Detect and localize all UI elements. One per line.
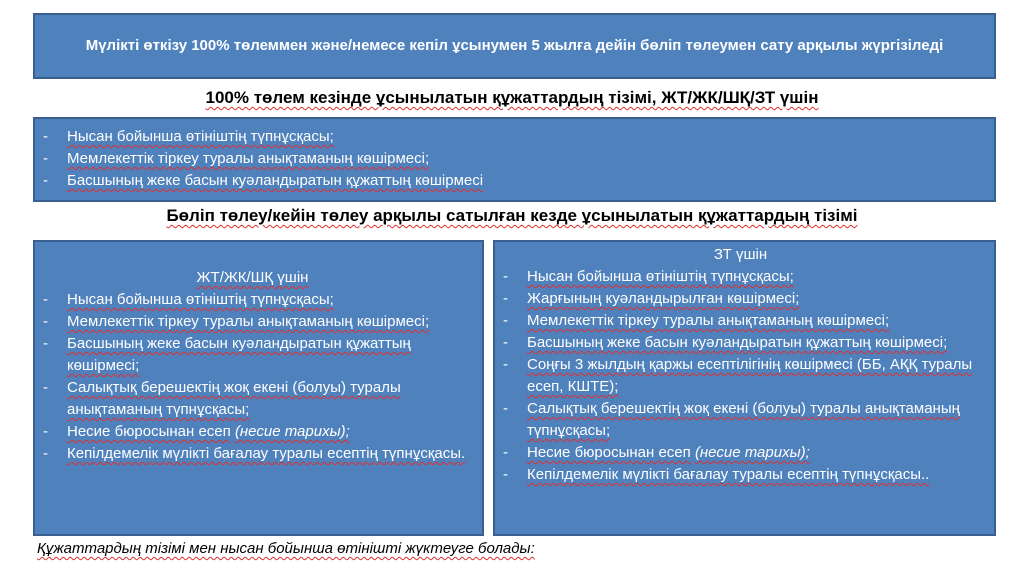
individual-documents-list xyxy=(35,289,470,465)
full-payment-documents-list xyxy=(35,126,994,192)
full-payment-documents-box xyxy=(33,117,996,202)
credit-history-note: (несие тарихы); xyxy=(694,444,810,461)
list-item: - Соңғы 3 жылдың қаржы есептілігінің көшірмесі (ББ, АҚҚ туралы есеп, КШТЕ); xyxy=(495,354,986,398)
list-item: - Несие бюросынан есеп (несие тарихы); xyxy=(495,442,986,464)
list-item: - Нысан бойынша өтініштің түпнұсқасы; xyxy=(495,266,986,288)
list-item: - Нысан бойынша өтініштің түпнұсқасы; xyxy=(35,289,470,311)
list-item: - Салықтық берешектің жоқ екені (болуы) туралы анықтаманың түпнұсқасы; xyxy=(35,377,470,421)
list-item: - Мемлекеттік тіркеу туралы анықтаманың көшірмесі; xyxy=(495,310,986,332)
full-payment-heading: 100% төлем кезінде ұсынылатын құжаттардың тізімі, ЖТ/ЖК/ШҚ/ЗТ үшін xyxy=(205,88,819,107)
list-item: - Мемлекеттік тіркеу туралы анықтаманың көшірмесі; xyxy=(35,148,994,170)
list-item: - Нысан бойынша өтініштің түпнұсқасы; xyxy=(35,126,994,148)
credit-history-note: (несие тарихы); xyxy=(234,423,350,440)
list-item: - Кепілдемелік мүлікті бағалау туралы есептің түпнұсқасы. xyxy=(35,443,470,465)
individual-documents-box xyxy=(33,240,484,536)
list-item: - Басшының жеке басын куәландыратын құжаттың көшірмесі; xyxy=(495,332,986,354)
list-item: - Несие бюросынан есеп (несие тарихы); xyxy=(35,421,470,443)
legal-box-title: ЗТ үшін xyxy=(713,246,768,263)
list-item: - Кепілдемелік мүлікті бағалау туралы есептің түпнұсқасы.. xyxy=(495,464,986,486)
footer-note: Құжаттардың тізімі мен нысан бойынша өтінішті жүктеуге болады: xyxy=(37,540,535,557)
legal-entity-documents-list xyxy=(495,266,986,486)
list-item: - Мемлекеттік тіркеу туралы анықтаманың көшірмесі; xyxy=(35,311,470,333)
banner-text: Мүлікті өткізу 100% төлеммен және/немесе кепіл ұсынумен 5 жылға дейін бөліп төлеумен сату арқылы жүргізіледі xyxy=(85,37,944,54)
list-item: - Салықтық берешектің жоқ екені (болуы) туралы анықтаманың түпнұсқасы; xyxy=(495,398,986,442)
list-item: - Басшының жеке басын куәландыратын құжаттың көшірмесі; xyxy=(35,333,470,377)
installment-heading: Бөліп төлеу/кейін төлеу арқылы сатылған кезде ұсынылатын құжаттардың тізімі xyxy=(166,206,858,225)
list-item: - Басшының жеке басын куәландыратын құжаттың көшірмесі xyxy=(35,170,994,192)
legal-entity-documents-box xyxy=(493,240,996,536)
list-item: - Жарғының куәландырылған көшірмесі; xyxy=(495,288,986,310)
individual-box-title: ЖТ/ЖК/ШҚ үшін xyxy=(196,269,309,286)
title-banner xyxy=(33,13,996,79)
